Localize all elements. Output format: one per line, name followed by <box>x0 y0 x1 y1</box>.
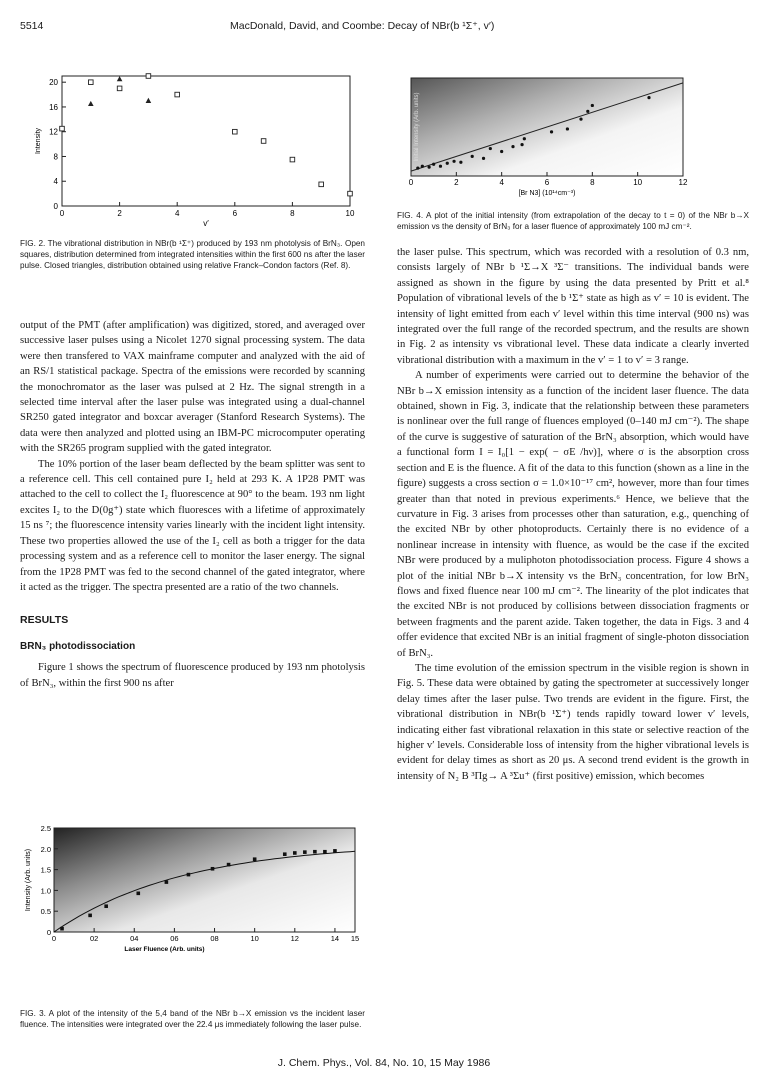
fig3-y-tick-label: 2.5 <box>40 824 51 833</box>
fig2-y-tick-label: 8 <box>53 152 58 162</box>
fig4-data-point <box>520 143 523 146</box>
fig4-data-point <box>482 157 485 160</box>
section-heading: RESULTS <box>20 614 69 627</box>
fig2-x-tick-label: 2 <box>117 209 122 218</box>
paragraph-spectrum: the laser pulse. This spectrum, which was recorded with a resolution of 0.3 nm, consists largely of NBr b ¹Σ→X ³Σ⁻ transitions. The individual bands were assigned as shown in the figure by using the data presented by Pritt et al.⁸ Population of vibrational levels of the b ¹Σ⁺ state as high as v′ = 10 is evident. The intensity of light emitted from each v′ level within this time interval (900 ns) was integrated over the full range of the recorded spectrum, and the results are shown in Fig. 2 as intensity vs vibrational level. These data indicate a clearly inverted vibrational distribution with a maximum in the v′ = 1 to v′ = 3 range. <box>397 247 749 366</box>
fig3-data-point <box>104 904 108 908</box>
fig4-data-point <box>511 145 514 148</box>
fig2-open-square-point <box>175 92 180 97</box>
fig2-y-axis-label: Intensity <box>35 127 42 155</box>
fig2-open-square-point <box>319 182 324 187</box>
fig3-x-tick-label: 08 <box>210 934 219 943</box>
fig2-y-tick-label: 12 <box>49 127 58 137</box>
fig2-x-tick-label: 0 <box>59 209 65 218</box>
left-column <box>20 318 365 691</box>
fig4-data-point <box>452 160 455 163</box>
fig4-data-point <box>550 130 553 133</box>
fig4-data-point <box>489 147 492 150</box>
fig3-plot-frame <box>54 828 355 932</box>
fig2-open-square-point <box>60 126 65 131</box>
fig4-x-axis-label: [Br N3] (10¹⁴cm⁻³) <box>518 190 576 197</box>
fig4-data-point <box>439 165 442 168</box>
fig3-data-point <box>211 867 215 871</box>
fig4-x-tick-label: 8 <box>590 178 595 187</box>
fig3-y-tick-label: 0.5 <box>40 907 51 917</box>
fig3-x-tick-label: 06 <box>170 934 179 943</box>
fig3-chart <box>20 820 365 955</box>
fig2-open-square-point <box>290 157 295 162</box>
fig2-x-tick-label: 6 <box>232 209 238 218</box>
fig4-data-point <box>566 127 569 130</box>
fig4-chart <box>393 70 753 202</box>
fig2-y-tick-label: 16 <box>49 102 58 112</box>
fig4-data-point <box>446 162 449 165</box>
fig4-x-tick-label: 10 <box>633 178 643 187</box>
fig3-data-point <box>60 927 64 931</box>
fig4-data-point <box>459 161 462 164</box>
fig4-data-point <box>591 104 594 107</box>
fig2-x-tick-label: 8 <box>290 209 295 218</box>
fig2-filled-triangle-point <box>117 76 123 81</box>
fig2-x-axis-label: v′ <box>203 219 209 228</box>
fig2-open-square-point <box>117 86 122 91</box>
fig3-data-point <box>333 849 337 853</box>
fig2-x-tick-label: 10 <box>345 209 355 218</box>
fig3-x-tick-label: 12 <box>290 934 299 943</box>
fig3-x-tick-label: 0 <box>51 934 57 943</box>
fig3-data-point <box>165 880 169 884</box>
fig3-x-tick-label: 04 <box>130 934 139 943</box>
fig3-data-point <box>303 850 307 854</box>
fig3-x-tick-label: 02 <box>89 934 99 943</box>
running-title: MacDonald, David, and Coombe: Decay of NBr(b ¹Σ⁺, v′) <box>230 20 495 32</box>
fig3-x-tick-label: 14 <box>330 934 340 943</box>
paragraph-reference-cell: The 10% portion of the laser beam deflected by the beam splitter was sent to a reference cell. This cell contained pure I₂ held at 293 K. A 1P28 PMT was attached to the cell to collect the I₂ fluorescence at 90° to the beam. 193 nm light excites I₂ to the D(0g⁺) state which fluoresces with a lifetime of approximately 15 ns ⁷; the fluorescence intensity varies linearly with the incident light intensity. These two properties allowed the use of the I₂ cell as both a trigger for the data processing system and as a reference cell to monitor the laser energy. The signal from the 1P28 PMT was fed to the second channel of the gated integrator, where it acted as the trigger. The spectra presented are a ratio of the two channels. <box>20 458 365 593</box>
fig3-x-axis-label: Laser Fluence (Arb. units) <box>124 946 205 953</box>
fig4-x-tick-label: 0 <box>408 178 414 187</box>
fig3-data-point <box>253 857 257 861</box>
fig4-y-axis-label: Initial Intensity (Arb. units) <box>414 92 420 162</box>
fig3-y-tick-label: 0 <box>46 928 51 937</box>
right-column <box>397 245 749 784</box>
fig3-data-point <box>313 850 317 854</box>
fig2-x-tick-label: 4 <box>174 209 180 218</box>
page-number: 5514 <box>20 20 44 32</box>
fig4-data-point <box>579 118 582 121</box>
fig4-data-point <box>500 150 503 153</box>
fig3-x-tick-label: 15 <box>350 934 360 943</box>
fig4-x-tick-label: 2 <box>454 178 459 187</box>
fig3-data-point <box>88 914 92 918</box>
fig4-data-point <box>421 165 424 168</box>
fig4-data-point <box>523 137 526 140</box>
fig2-y-tick-label: 20 <box>49 78 58 88</box>
footer-citation: J. Chem. Phys., Vol. 84, No. 10, 15 May 1986 <box>277 1057 491 1069</box>
fig2-caption: FIG. 2. The vibrational distribution in NBr(b ¹Σ⁺) produced by 193 nm photolysis of BrN₃. Open squares, distribution determined from integrated intensities within the first 600 ns after the laser pulse. Closed triangles, distribution obtained using relative Franck–Condon factors (Ref. 8). <box>20 239 365 271</box>
fig3-y-axis-label: Intensity (Arb. units) <box>25 848 32 912</box>
subsection-heading: BRN₃ photodissociation <box>20 640 136 652</box>
fig3-y-tick-label: 2.0 <box>40 844 51 854</box>
fig2-open-square-point <box>89 80 94 85</box>
fig3-data-point <box>283 852 287 856</box>
fig4-data-point <box>432 163 435 166</box>
fig2-open-square-point <box>261 139 266 144</box>
fig4-x-tick-label: 12 <box>678 178 688 187</box>
paragraph-methods: output of the PMT (after amplification) was digitized, stored, and averaged over successive laser pulses using a Nicolet 1270 signal processing system. The data were then transfered to VAX mainframe computer and analyzed with the aid of an RS/1 statistical package. Spectra of the emissions were recorded by scanning the monochromator as the laser was pulsed at 2 Hz. The signal strength in a selected time interval after the laser pulse was integrated using a dual-channel SR250 gated integrator and boxcar averager (Stanford Research Systems). The data were then analyzed and plotted using an IBM-PC microcomputer operating with the SR265 program supplied with the gated integrator. <box>20 320 365 455</box>
fig2-filled-triangle-point <box>146 98 152 103</box>
fig2-open-square-point <box>348 191 353 196</box>
fig3-data-point <box>323 850 327 854</box>
fig4-x-tick-label: 4 <box>499 178 504 187</box>
fig2-open-square-point <box>233 129 238 134</box>
fig3-y-tick-label: 1.0 <box>40 886 51 896</box>
fig2-chart <box>20 70 365 228</box>
fig3-x-tick-label: 10 <box>250 934 259 943</box>
fig3-y-tick-label: 1.5 <box>40 865 51 875</box>
fig2-y-tick-label: 0 <box>53 202 58 211</box>
fig4-data-point <box>586 110 589 113</box>
fig3-data-point <box>293 851 297 855</box>
paragraph-time-evolution: The time evolution of the emission spectrum in the visible region is shown in Fig. 5. These data were obtained by gating the spectrometer at successively longer delay times after the laser pulse. Two trends are evident in the figure. First, the vibrational distribution in NBr(b ¹Σ⁺) tends rapidly toward lower v′ levels, indicating either fast vibrational relaxation in this state or selective reaction of the higher v′ levels. Considerable loss of intensity from the higher vibrational levels is evident for delay times as short as 20 μs. A second trend evident is the growth in intensity of N₂ B ³Πg→ A ³Σu⁺ (first positive) emission, which becomes <box>397 662 749 782</box>
fig4-data-point <box>428 166 431 169</box>
paragraph-fluence: A number of experiments were carried out to determine the behavior of the NBr b→X emission intensity as a function of the incident laser fluence. The data obtained, shown in Fig. 3, indicate that the relationship between these parameters is nonlinear over the full range of fluences employed (0–140 mJ cm⁻²). The shape of the curve is suggestive of saturation of the BrN₃ absorption, which would have a functional form I = I₀[1 − exp( − σE /hν)], where σ is the absorption cross section and E is the fluence. A fit of the data to this function (shown as a line in the figure) suggests a cross section σ = 1.0×10⁻¹⁷ cm², however, more than four times greater than that noted in previous experiments.⁶ Hence, we believe that the curvature in Fig. 3 arises from processes other than saturation, e.g., quenching of the excited NBr by other photoproducts. Certainly there is no evidence of a nonlinear increase in intensity with fluence, as would be the case if the excited NBr were produced by a muliphoton photodissociation process. Figure 4 shows a plot of the initial NBr b→X intensity vs the BrN₃ concentration, for low BrN₃ flows and fixed fluence near 100 mJ cm⁻². The linearity of the plot indicates that the excited NBr is not produced by collisions between dissociation fragments or between fragments and the parent azide. Taken together, the data in Figs. 3 and 4 offer evidence that excited NBr is an initial fragment of single-photon dissociation of BrN₃. <box>397 370 749 659</box>
fig2-filled-triangle-point <box>88 101 94 106</box>
fig3-caption: FIG. 3. A plot of the intensity of the 5,4 band of the NBr b→X emission vs the incident laser fluence. The intensities were integrated over the 22.4 μs immediately following the laser pulse. <box>20 1009 365 1030</box>
fig3-data-point <box>136 892 140 896</box>
fig4-data-point <box>416 167 419 170</box>
fig2-open-square-point <box>146 74 151 79</box>
fig2-plot-frame <box>62 76 350 206</box>
fig4-caption: FIG. 4. A plot of the initial intensity (from extrapolation of the decay to t = 0) of the NBr b→X emission vs the density of BrN₃ for a laser fluence of approximately 100 mJ cm⁻². <box>397 211 749 232</box>
paragraph-results: Figure 1 shows the spectrum of fluorescence produced by 193 nm photolysis of BrN₃, within the first 900 ns after <box>20 662 365 689</box>
fig4-x-tick-label: 6 <box>544 178 550 187</box>
fig2-y-tick-label: 4 <box>53 177 58 187</box>
fig4-data-point <box>647 96 650 99</box>
fig3-data-point <box>227 863 231 867</box>
fig3-data-point <box>187 873 191 877</box>
fig4-data-point <box>471 155 474 158</box>
